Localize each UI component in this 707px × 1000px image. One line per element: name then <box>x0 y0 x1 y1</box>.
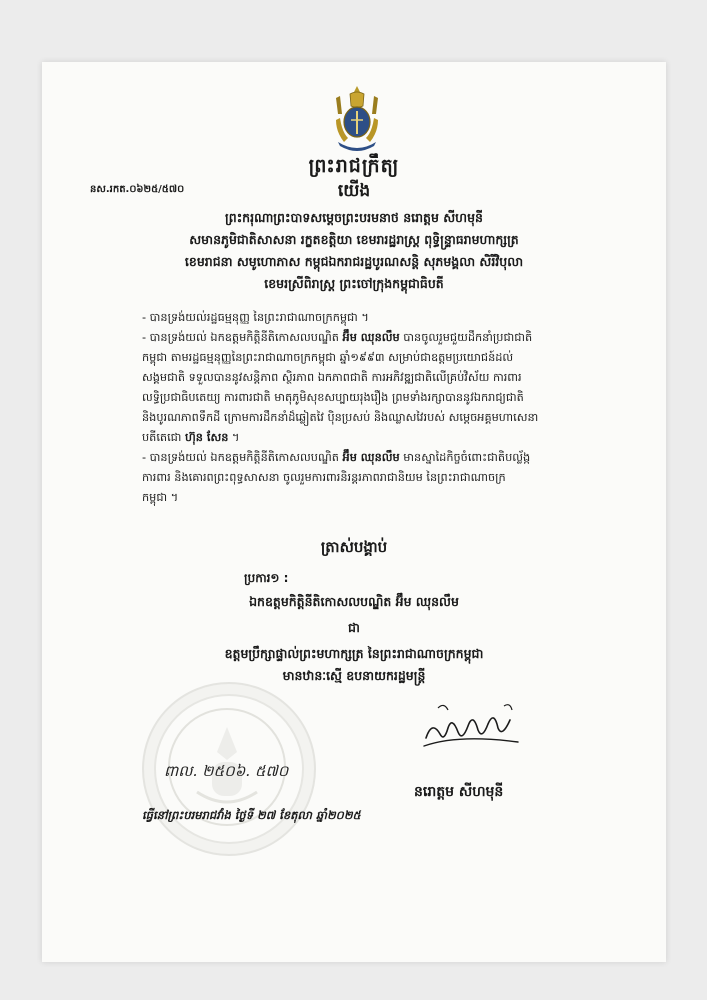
handwritten-registration: ពាល. ២៥០៦. ៥៧០ <box>164 762 289 780</box>
consideration-line <box>142 488 612 508</box>
consideration-text: បានចូលរួមជួយដឹកនាំប្រជាជាតិ <box>399 331 533 344</box>
royal-signature-icon <box>418 698 528 758</box>
consideration-line <box>142 408 612 428</box>
consideration-text: កម្ពុជា ។ <box>142 491 179 504</box>
appointee-name: ឯកឧត្តមកិត្តិនីតិកោសលបណ្ឌិត អ៊ឹម ឈុនលឹម <box>249 594 459 609</box>
article-label: ប្រការ១ : <box>244 571 289 585</box>
consideration-text: មានស្នាដៃកិច្ចចំពោះជាតិបល្ល័ង្ក <box>399 451 531 464</box>
consideration-paragraph <box>142 308 612 328</box>
consideration-line <box>142 468 612 488</box>
consideration-line <box>142 328 612 348</box>
signer-name: នរោត្តម សីហមុនី <box>414 784 504 800</box>
consideration-text: ការពារ និងគោរពព្រះពុទ្ធសាសនា ចូលរួមការពារនិរន្តរភាពរាជានិយម នៃព្រះរាជាណាចក្រ <box>142 471 506 484</box>
consideration-paragraph <box>142 448 612 508</box>
king-title-line: សមានភូមិជាតិសាសនា រក្ខតខត្តិយា ខេមរារដ្ឋរាស្ត្រ ពុទ្ធិន្ទ្រាធរាមហាក្សត្រ <box>189 232 519 247</box>
appointee-position: ឧត្តមប្រឹក្សាផ្ទាល់ព្រះមហាក្សត្រ នៃព្រះរាជាណាចក្រកម្ពុជា <box>224 646 484 661</box>
consideration-text: និងបូរណភាពទឹកដី ក្រោមការដឹកនាំដ៏ឆ្លៀតវៃ ប៉ិនប្រសប់ និងឈ្លាសវៃរបស់ សម្តេចអគ្គមហាសេនា <box>142 411 539 424</box>
consideration-text: លទ្ធិប្រជាធិបតេយ្យ ការពារជាតិ មាតុភូមិសុខសប្បាយរុងរឿង ព្រមទាំងរក្សាបាននូវឯករាជ្យជាតិ <box>142 391 524 404</box>
reference-number: នស.រកត.០៦២៥/៥៧០ <box>90 184 185 195</box>
consideration-text: បតីតេជោ <box>142 431 186 444</box>
person-name: អ៊ឹម ឈុនលឹម <box>342 331 400 344</box>
consideration-text: - បានទ្រង់យល់រដ្ឋធម្មនុញ្ញ នៃព្រះរាជាណាចក្រកម្ពុជា ។ <box>142 311 369 324</box>
king-title-line: ព្រះករុណាព្រះបាទសម្តេចព្រះបរមនាថ នរោត្តម សីហមុនី <box>225 210 483 225</box>
consideration-line <box>142 348 612 368</box>
consideration-text: - បានទ្រង់យល់ ឯកឧត្តមកិត្តិនីតិកោសលបណ្ឌិត <box>142 451 343 464</box>
royal-coat-of-arms-icon <box>330 84 384 154</box>
person-name: ហ៊ុន សែន <box>185 431 229 444</box>
consideration-line <box>142 368 612 388</box>
consideration-text: សង្គមជាតិ ទទួលបាននូវសន្តិភាព ស្ថិរភាព ឯកភាពជាតិ ការអភិវឌ្ឍជាតិលើគ្រប់វិស័យ ការពារ <box>142 371 522 384</box>
appointee-rank: មានឋានៈស្មើ ឧបនាយករដ្ឋមន្ត្រី <box>282 668 426 683</box>
consideration-line <box>142 428 612 448</box>
decree-heading: ត្រាស់បង្គាប់ <box>320 538 388 556</box>
king-title-line: ខេមរាជនា សមូហោភាស កម្ពុជឯករាជរដ្ឋបូរណសន្តិ សុភមង្គលា សិរីវិបុលា <box>184 254 524 269</box>
consideration-paragraph <box>142 328 612 448</box>
as-word: ជា <box>348 620 360 635</box>
consideration-text: ។ <box>228 431 240 444</box>
considerations-section <box>142 308 612 508</box>
consideration-line <box>142 308 612 328</box>
consideration-text: - បានទ្រង់យល់ ឯកឧត្តមកិត្តិនីតិកោសលបណ្ឌិត <box>142 331 343 344</box>
document-title: ព្រះរាជក្រឹត្យ <box>308 155 400 177</box>
consideration-line <box>142 448 612 468</box>
consideration-text: កម្ពុជា តាមរដ្ឋធម្មនុញ្ញនៃព្រះរាជាណាចក្រកម្ពុជា ឆ្នាំ១៩៩៣ សម្រាប់ជាឧត្តមប្រយោជន៍ដល់ <box>142 351 514 364</box>
decree-document <box>42 62 666 962</box>
yeung-heading: យើង <box>337 181 371 201</box>
person-name: អ៊ឹម ឈុនលឹម <box>342 451 400 464</box>
consideration-line <box>142 388 612 408</box>
date-place-line: ធ្វើនៅព្រះបរមរាជវាំង ថ្ងៃទី ២៧ ខែតុលា ឆ្នាំ២០២៥ <box>142 808 361 822</box>
king-title-line: ខេមរស្រីពិរាស្ត្រ ព្រះចៅក្រុងកម្ពុជាធិបតី <box>264 276 444 291</box>
